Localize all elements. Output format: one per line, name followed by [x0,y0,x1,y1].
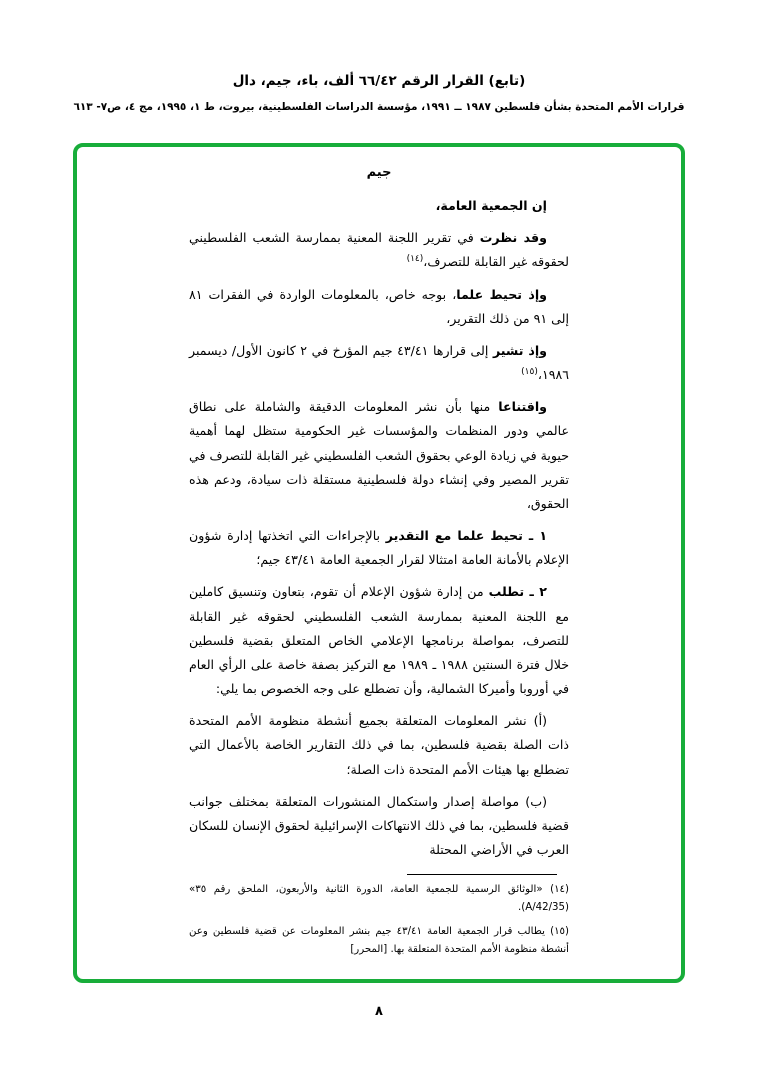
body-column [189,194,569,875]
paragraph-7 [189,580,569,701]
paragraph-2-rest: في تقرير اللجنة المعنية بممارسة الشعب الفلسطيني لحقوقه غير القابلة للتصرف، [189,230,569,270]
section-label: جيم [366,165,392,180]
paragraph-6-rest: بالإجراءات التي اتخذتها إدارة شؤون الإعلام بالأمانة العامة امتثالا لقرار الجمعية العامة ٤٣/٤١ جيم؛ [189,528,569,568]
paragraph-3 [189,283,569,331]
paragraph-3-rest: ، بوجه خاص، بالمعلومات الواردة في الفقرات ٨١ إلى ٩١ من ذلك التقرير، [189,286,569,326]
page-title: (تابع) القرار الرقم ٦٦/٤٢ ألف، باء، جيم، دال [232,73,526,89]
footnote-ref-14: (١٤) [406,254,424,265]
paragraph-4-rest: إلى قرارها ٤٣/٤١ جيم المؤرخ في ٢ كانون الأول/ ديسمبر ١٩٨٦، [189,342,569,383]
paragraph-5-lead: واقتناعا [498,399,547,415]
footnote-marker: (١٥) [550,925,570,937]
document-content [99,159,659,967]
paragraph-1-lead: إن الجمعية العامة، [435,198,547,213]
green-content-frame [73,143,685,983]
paragraph-2-lead: وقد نظرت [479,230,547,246]
document-header [0,72,758,116]
paragraph-7-lead: ٢ ـ تطلب [488,584,547,600]
footnote-separator [407,874,557,875]
paragraph-5 [189,395,569,516]
paragraph-3-lead: وإذ تحيط علما [456,286,547,302]
footnote-ref-15: (١٥) [521,366,538,377]
page-subtitle: قرارات الأمم المتحدة بشأن فلسطين ١٩٨٧ ــ ١٩٩١، مؤسسة الدراسات الفلسطينية، بيروت، ط ١، ١٩٩٥، مج ٤، ص٧- ٦١٣ [73,100,685,113]
footnote-text: يطالب قرار الجمعية العامة ٤٣/٤١ جيم بنشر المعلومات عن قضية فلسطين وعن أنشطة منظومة الأمم المتحدة المتعلقة بها. [المحرر] [189,925,569,955]
paragraph-9-rest: (ب) مواصلة إصدار واستكمال المنشورات المتعلقة بمختلف جوانب قضية فلسطين، بما في ذلك الانتهاكات الإسرائيلية لحقوق الإنسان للسكان العرب في الأراضي المحتلة [189,793,569,858]
paragraph-8-rest: (أ) نشر المعلومات المتعلقة بجميع أنشطة منظومة الأمم المتحدة ذات الصلة بقضية فلسطين، بما في ذلك التقارير الخاصة بالأعمال التي تضطلع بها هيئات الأمم المتحدة ذات الصلة؛ [189,713,569,777]
paragraph-4-lead: وإذ تشير [492,342,547,358]
paragraph-7-rest: من إدارة شؤون الإعلام أن تقوم، بتعاون وتنسيق كاملين مع اللجنة المعنية بممارسة الشعب الفلسطيني لحقوقه غير القابلة للتصرف، بمواصلة برنامجها الإعلامي الخاص المتعلق بقضية فلسطين خلال فترة السنتين ١٩٨٨ ـ ١٩٨٩ مع التركيز بصفة خاصة على الرأي العام في أوروبا وأميركا الشمالية، وأن تضطلع على وجه الخصوص بما يلي: [189,584,569,697]
paragraph-5-rest: منها بأن نشر المعلومات الدقيقة والشاملة على نطاق عالمي ودور المنظمات والمؤسسات غير الحكومية ستظل لهما أهمية حيوية في زيادة الوعي بحقوق الشعب الفلسطيني غير القابلة للتصرف في تقرير المصير وفي إنشاء دولة فلسطينية مستقلة ذات سيادة، ودعم هذه الحقوق، [189,399,569,511]
paragraph-8 [189,709,569,782]
paragraph-6-lead: ١ ـ تحيط علما مع التقدير [385,528,547,544]
paragraph-6 [189,524,569,572]
paragraph-2 [189,226,569,274]
paragraph-4 [189,339,569,387]
footnotes [189,881,569,959]
footnote-item [189,923,569,959]
paragraph-1 [189,194,569,218]
footnote-text: «الوثائق الرسمية للجمعية العامة، الدورة الثانية والأربعون، الملحق رقم ٣٥» (A/42/35). [189,884,569,914]
paragraph-9 [189,790,569,863]
footnote-marker: (١٤) [550,884,569,896]
footnote-item [189,881,569,917]
page-number: ٨ [375,1004,383,1019]
